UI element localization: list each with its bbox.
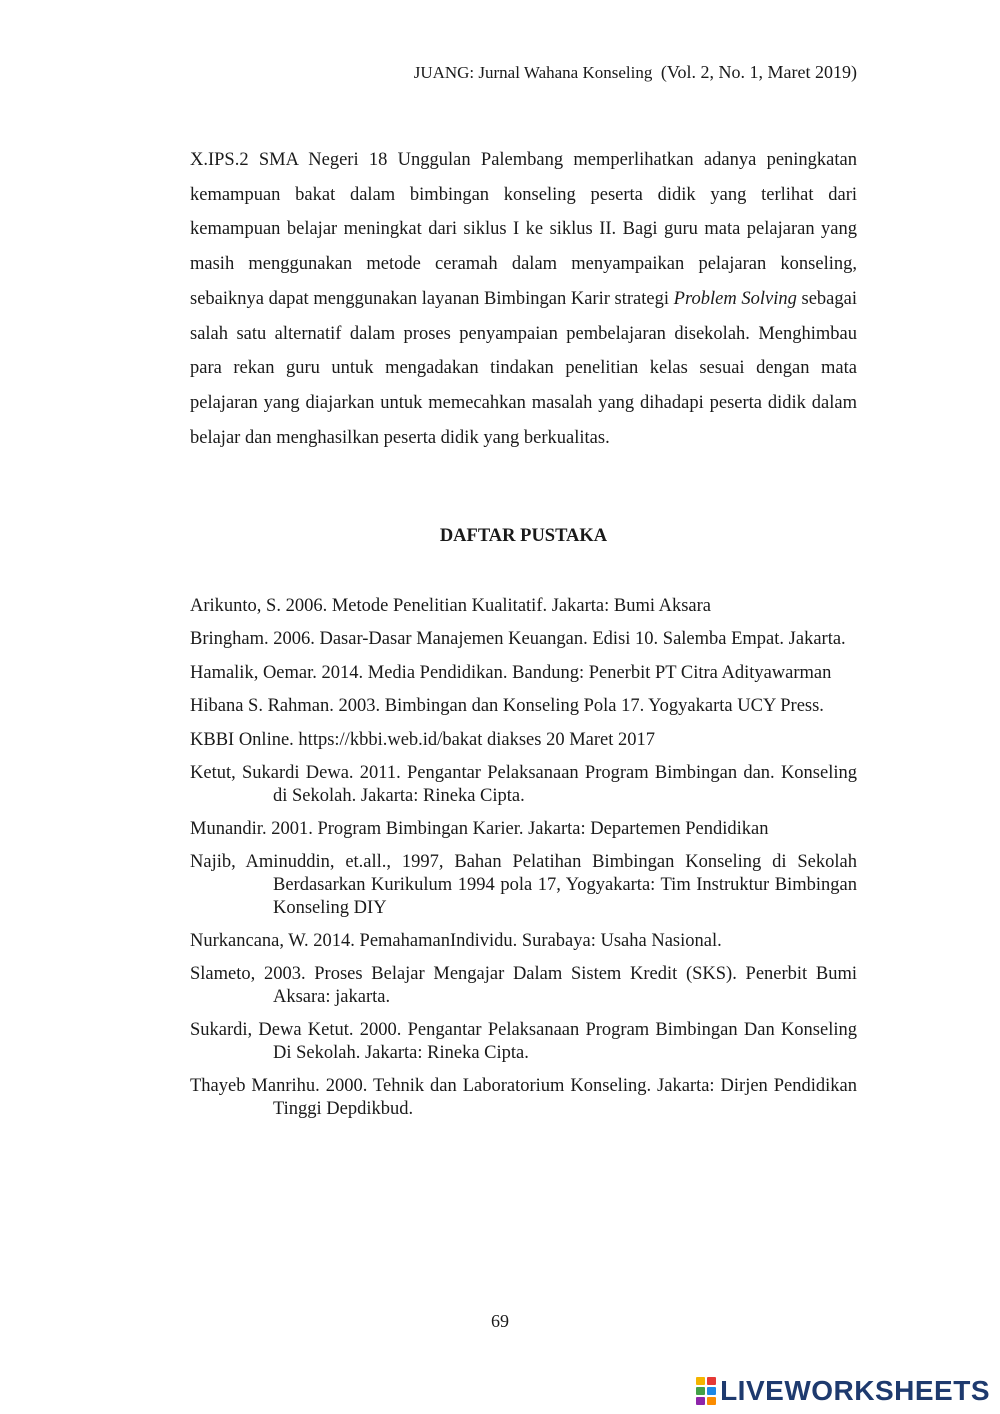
logo-square — [707, 1377, 716, 1385]
logo-square — [707, 1397, 716, 1405]
reference-item: Ketut, Sukardi Dewa. 2011. Pengantar Pelaksanaan Program Bimbingan dan. Konseling di Sekolah. Jakarta: Rineka Cipta. — [190, 762, 857, 806]
reference-item: Munandir. 2001. Program Bimbingan Karier. Jakarta: Departemen Pendidikan — [190, 818, 769, 839]
logo-square — [696, 1387, 705, 1395]
reference-item: Hamalik, Oemar. 2014. Media Pendidikan. Bandung: Penerbit PT Citra Adityawarman — [190, 662, 832, 683]
reference-item: Hibana S. Rahman. 2003. Bimbingan dan Konseling Pola 17. Yogyakarta UCY Press. — [190, 696, 824, 717]
paragraph-text-1: X.IPS.2 SMA Negeri 18 Unggulan Palembang memperlihatkan adanya peningkatan kemampuan bakat dalam bimbingan konseling peserta didik yang terlihat dari kemampuan belajar meningkat dari siklus I ke siklus II. Bagi guru mata pelajaran yang masih menggunakan metode ceramah dalam menyampaikan pelajaran konseling, sebaiknya dapat menggunakan layanan Bimbingan Karir strategi — [190, 150, 857, 309]
logo-square — [696, 1377, 705, 1385]
reference-item: Arikunto, S. 2006. Metode Penelitian Kualitatif. Jakarta: Bumi Aksara — [190, 596, 711, 616]
logo-square — [707, 1387, 716, 1395]
page-number: 69 — [491, 1311, 509, 1331]
paragraph-italic-term: Problem Solving — [673, 288, 797, 309]
reference-item: Nurkancana, W. 2014. PemahamanIndividu. Surabaya: Usaha Nasional. — [190, 930, 722, 951]
references-heading: DAFTAR PUSTAKA — [439, 526, 608, 546]
reference-item: Sukardi, Dewa Ketut. 2000. Pengantar Pelaksanaan Program Bimbingan Dan Konseling Di Sekolah. Jakarta: Rineka Cipta. — [190, 1020, 857, 1063]
reference-item: KBBI Online. https://kbbi.web.id/bakat diakses 20 Maret 2017 — [190, 729, 656, 750]
reference-list — [190, 595, 857, 1131]
running-header — [414, 62, 857, 83]
liveworksheets-logo — [696, 1374, 990, 1408]
conclusion-paragraph — [190, 143, 857, 455]
logo-square — [696, 1397, 705, 1405]
reference-item: Bringham. 2006. Dasar-Dasar Manajemen Keuangan. Edisi 10. Salemba Empat. Jakarta. — [190, 629, 846, 650]
logo-mark-icon — [696, 1377, 716, 1405]
reference-item: Slameto, 2003. Proses Belajar Mengajar Dalam Sistem Kredit (SKS). Penerbit Bumi Aksara: jakarta. — [190, 964, 857, 1007]
reference-item: Najib, Aminuddin, et.all., 1997, Bahan Pelatihan Bimbingan Konseling di Sekolah Berdasarkan Kurikulum 1994 pola 17, Yogyakarta: Tim Instruktur Bimbingan Konseling DIY — [190, 852, 857, 918]
logo-text: LIVEWORKSHEETS — [720, 1375, 990, 1406]
paragraph-text-2: sebagai salah satu alternatif dalam proses penyampaian pembelajaran disekolah. Menghimbau para rekan guru untuk mengadakan tindakan penelitian kelas sesuai dengan mata pelajaran yang diajarkan untuk memecahkan masalah yang dihadapi peserta didik dalam belajar dan menghasilkan peserta didik yang berkualitas. — [190, 288, 857, 448]
reference-item: Thayeb Manrihu. 2000. Tehnik dan Laboratorium Konseling. Jakarta: Dirjen Pendidikan Tinggi Depdikbud. — [190, 1076, 857, 1119]
journal-volume: (Vol. 2, No. 1, Maret 2019) — [660, 62, 857, 82]
journal-title: JUANG: Jurnal Wahana Konseling — [413, 63, 653, 82]
